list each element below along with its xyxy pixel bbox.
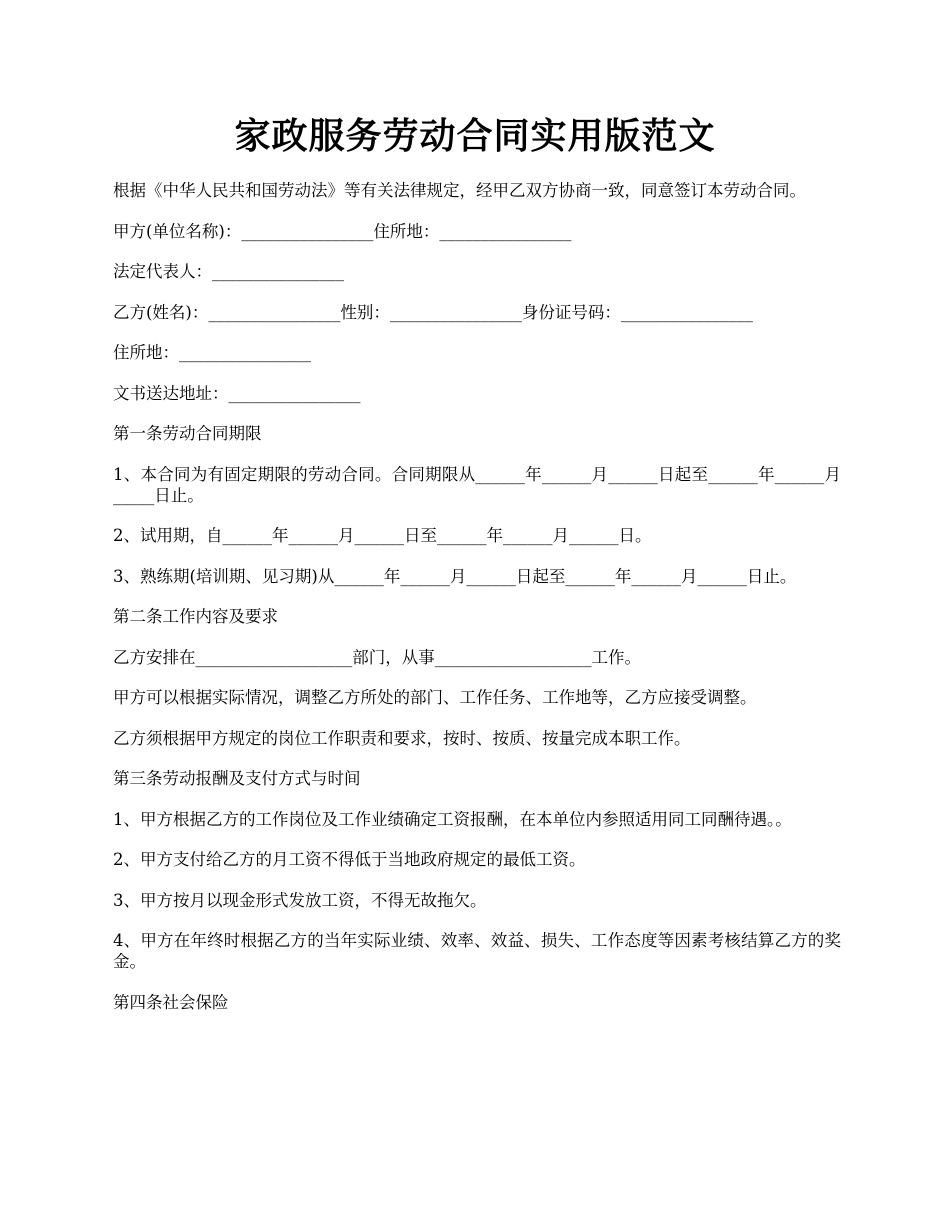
paragraph-3-2: 2、甲方支付给乙方的月工资不得低于当地政府规定的最低工资。	[113, 850, 586, 869]
paragraph-party-b: 乙方(姓名)：________________性别：________________身份证号码：________________	[113, 302, 753, 322]
paragraph-1-3: 3、熟练期(培训期、见习期)从______年______月______日起至______年______月______日止。	[113, 566, 797, 586]
paragraph-2-1: 乙方安排在___________________部门，从事___________________工作。	[113, 647, 641, 667]
section-heading-4: 第四条社会保险	[113, 992, 229, 1012]
paragraph-3-3: 3、甲方按月以现金形式发放工资，不得无故拖欠。	[113, 890, 487, 910]
section-heading-2: 第二条工作内容及要求	[113, 607, 278, 626]
paragraph-party-a: 甲方(单位名称)：________________住所地：________________	[113, 221, 572, 241]
paragraph-3-1: 1、甲方根据乙方的工作岗位及工作业绩确定工资报酬，在本单位内参照适用同工同酬待遇。。	[113, 809, 792, 829]
paragraph-2-3: 乙方须根据甲方规定的岗位工作职责和要求，按时、按质、按量完成本职工作。	[113, 728, 691, 748]
section-heading-3: 第三条劳动报酬及支付方式与时间	[113, 769, 361, 788]
paragraph-3-4: 4、甲方在年终时根据乙方的当年实际业绩、效率、效益、损失、工作态度等因素考核结算乙方的奖金。	[113, 931, 841, 971]
section-heading-1: 第一条劳动合同期限	[113, 424, 262, 443]
document-body	[113, 180, 841, 1032]
paragraph-service-address: 文书送达地址：________________	[113, 383, 361, 403]
paragraph-party-b-residence: 住所地：________________	[113, 343, 311, 362]
paragraph-1-2: 2、试用期，自______年______月______日至______年______月______日。	[113, 526, 652, 545]
document-title: 家政服务劳动合同实用版范文	[234, 115, 716, 157]
paragraph-legal-representative: 法定代表人：________________	[113, 262, 344, 281]
paragraph-preamble: 根据《中华人民共和国劳动法》等有关法律规定，经甲乙双方协商一致，同意签订本劳动合同。	[113, 181, 806, 200]
paragraph-1-1: 1、本合同为有固定期限的劳动合同。合同期限从______年______月______日起至______年______月_____日止。	[113, 464, 841, 505]
paragraph-2-2: 甲方可以根据实际情况，调整乙方所处的部门、工作任务、工作地等，乙方应接受调整。	[113, 688, 757, 707]
